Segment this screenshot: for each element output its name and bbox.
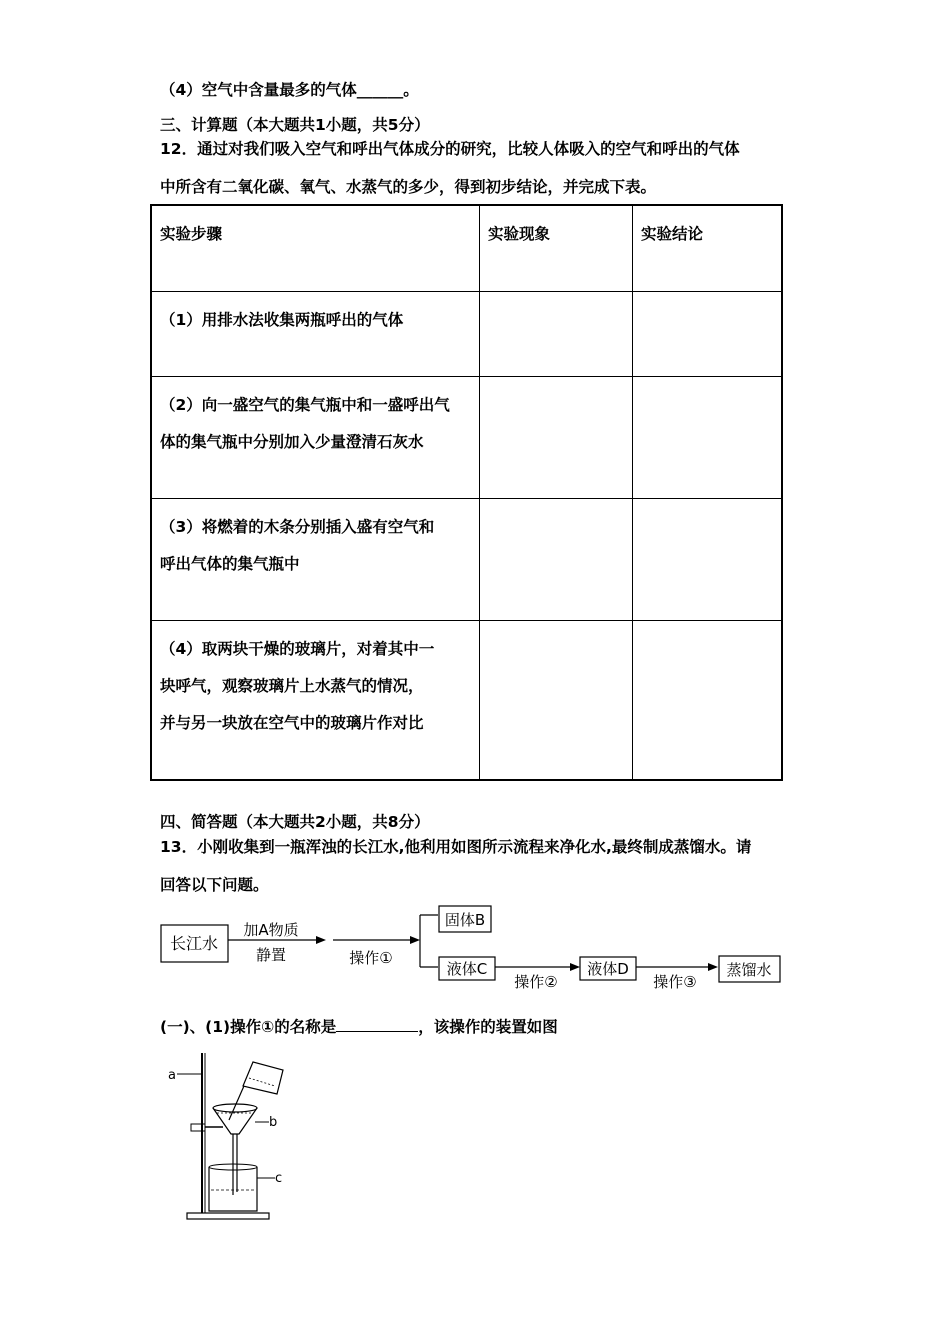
label-a: a xyxy=(168,1068,176,1083)
flow-liquid-c-label: 液体C xyxy=(446,960,488,978)
phenomenon-cell xyxy=(480,498,633,620)
flow-liquid-d-label: 液体D xyxy=(587,960,629,978)
flow-end-label: 蒸馏水 xyxy=(726,961,772,979)
stand-base xyxy=(187,1213,269,1219)
header-phenomenon: 实验现象 xyxy=(480,205,633,291)
label-c: c xyxy=(275,1171,283,1186)
step-text: （2）向一盛空气的集气瓶中和一盛呼出气 xyxy=(160,395,450,414)
conclusion-cell xyxy=(633,376,783,498)
table-row xyxy=(151,376,782,498)
flow-op2: 操作② xyxy=(514,973,558,991)
table-row xyxy=(151,498,782,620)
filtration-apparatus xyxy=(165,1050,305,1230)
flow-op1: 操作① xyxy=(349,949,393,967)
flow-step1-bottom: 静置 xyxy=(255,946,287,964)
table-row xyxy=(151,620,782,780)
flow-start-label: 长江水 xyxy=(169,934,219,953)
step-text: （3）将燃着的木条分别插入盛有空气和 xyxy=(160,517,435,536)
step-cell xyxy=(151,498,480,620)
phenomenon-cell xyxy=(480,620,633,780)
conclusion-cell xyxy=(633,620,783,780)
label-b: b xyxy=(269,1115,278,1130)
phenomenon-cell xyxy=(480,376,633,498)
arrowhead xyxy=(708,963,718,971)
arrowhead xyxy=(410,936,420,944)
q13-sub1-prefix: (一)、(1)操作①的名称是 xyxy=(160,1018,337,1036)
step-text: （4）取两块干燥的玻璃片，对着其中一 xyxy=(160,639,435,658)
step-text: 块呼气，观察玻璃片上水蒸气的情况， xyxy=(160,676,424,695)
flow-step1-top: 加A物质 xyxy=(243,921,299,939)
answer-blank[interactable] xyxy=(336,1017,418,1032)
step-cell xyxy=(151,291,480,376)
q13-sub1-suffix: ，该操作的装置如图 xyxy=(418,1018,558,1036)
table-header-row xyxy=(151,205,782,291)
flow-op3: 操作③ xyxy=(653,973,697,991)
purification-flow-diagram xyxy=(158,905,788,995)
arrowhead xyxy=(316,936,326,944)
table-row xyxy=(151,291,782,376)
q13-sub1 xyxy=(160,1015,558,1037)
conclusion-cell xyxy=(633,291,783,376)
step-text: 体的集气瓶中分别加入少量澄清石灰水 xyxy=(160,432,424,451)
header-conclusion: 实验结论 xyxy=(633,205,783,291)
section4-title: 四、简答题（本大题共2小题，共8分） xyxy=(160,813,430,831)
step-cell xyxy=(151,376,480,498)
q13-line2: 回答以下问题。 xyxy=(160,876,269,894)
conclusion-cell xyxy=(633,498,783,620)
step-text: 并与另一块放在空气中的玻璃片作对比 xyxy=(160,713,424,732)
q11-part4: （4）空气中含量最多的气体______。 xyxy=(160,81,419,99)
q12-line2: 中所含有二氧化碳、氧气、水蒸气的多少，得到初步结论，并完成下表。 xyxy=(160,178,657,196)
q13-line1: 13．小刚收集到一瓶浑浊的长江水,他利用如图所示流程来净化水,最终制成蒸馏水。请 xyxy=(160,838,752,856)
phenomenon-cell xyxy=(480,291,633,376)
step-text: 呼出气体的集气瓶中 xyxy=(160,554,300,573)
arrowhead xyxy=(570,963,580,971)
flow-solid-label: 固体B xyxy=(444,911,486,929)
experiment-table xyxy=(150,204,783,781)
header-step: 实验步骤 xyxy=(151,205,480,291)
step-cell xyxy=(151,620,480,780)
q12-line1: 12．通过对我们吸入空气和呼出气体成分的研究，比较人体吸入的空气和呼出的气体 xyxy=(160,140,740,158)
section3-title: 三、计算题（本大题共1小题，共5分） xyxy=(160,116,430,134)
step-text: （1）用排水法收集两瓶呼出的气体 xyxy=(160,310,404,329)
